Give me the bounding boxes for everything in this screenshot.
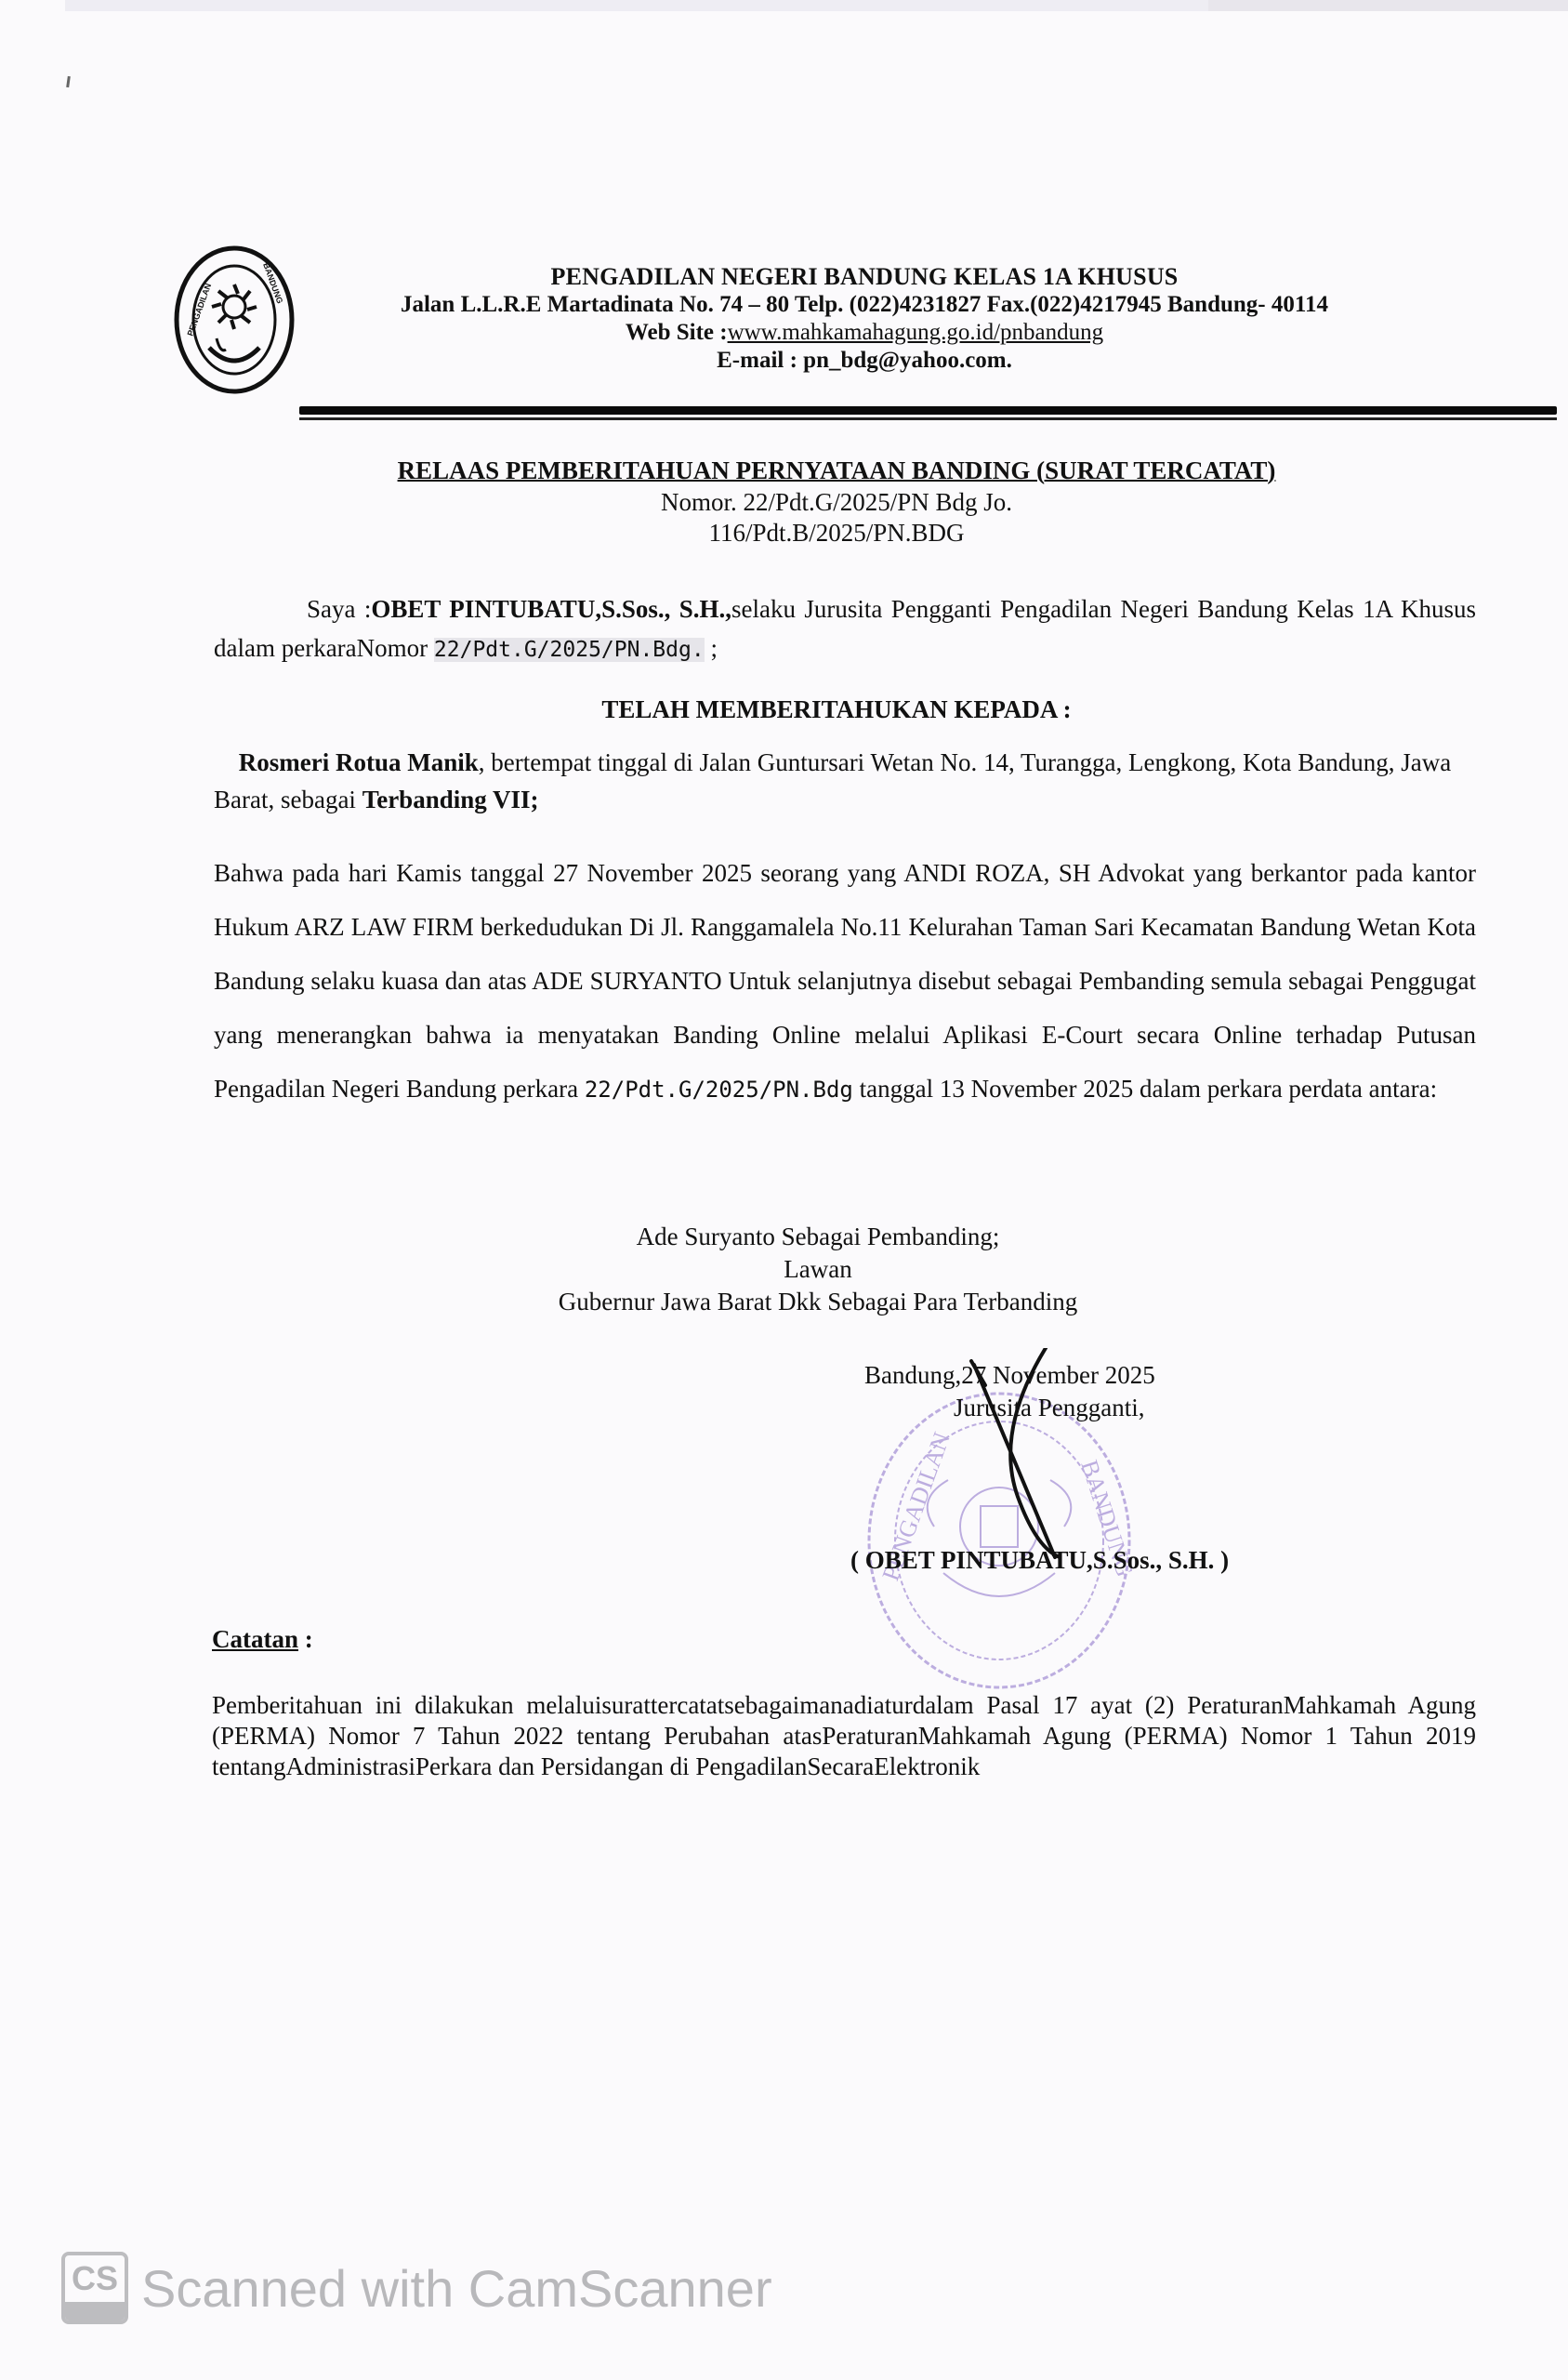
- parties-block: [558, 1221, 1078, 1318]
- note-text: Pemberitahuan ini dilakukan melaluisurattercatatsebagaimanadiaturdalam Pasal 17 ayat (2) PeraturanMahkamah Agung (PERMA) Nomor 7 Tahun 2022 tentang Perubahan atasPeraturanMahkamah Agung (PERMA) Nomor 1 Tahun 2019 tentangAdministrasiPerkara dan Persidangan di PengadilanSecaraElektronik: [212, 1691, 1476, 1780]
- note-label: Catatan :: [212, 1625, 313, 1653]
- scan-edge-strip-right: [1208, 0, 1568, 11]
- court-email: E-mail : pn_bdg@yahoo.com.: [717, 348, 1012, 373]
- letterhead: [335, 263, 1394, 375]
- bailiff-name: OBET PINTUBATU,S.Sos., S.H.,: [371, 595, 732, 623]
- website-link[interactable]: www.mahkamahagung.go.id/pnbandung: [727, 320, 1104, 345]
- letterhead-rule-thick: [299, 406, 1557, 415]
- versus: Lawan: [784, 1255, 852, 1283]
- opening-paragraph: Saya :OBET PINTUBATU,S.Sos., S.H.,selaku Jurusita Pengganti Pengadilan Negeri Bandung Kelas 1A Khusus dalam perkaraNomor 22/Pdt.G/2025/PN.Bdg. ;: [214, 595, 1476, 662]
- document-number-line1: Nomor. 22/Pdt.G/2025/PN Bdg Jo.: [660, 488, 1013, 516]
- appellant: Ade Suryanto Sebagai Pembanding;: [636, 1223, 1000, 1250]
- body-case-number: 22/Pdt.G/2025/PN.Bdg: [584, 1077, 853, 1103]
- signature-role: Jurusita Pengganti,: [954, 1394, 1145, 1421]
- svg-text:PENGADILAN: PENGADILAN: [185, 282, 214, 337]
- recipient-paragraph: Rosmeri Rotua Manik, bertempat tinggal di Jalan Guntursari Wetan No. 14, Turangga, Lengkong, Kota Bandung, Jawa Barat, sebagai Terbanding VII;: [214, 748, 1452, 813]
- signature-place-date: Bandung,27 November 2025: [864, 1361, 1155, 1389]
- recipient-role: Terbanding VII;: [362, 786, 539, 813]
- svg-text:BANDUNG: BANDUNG: [1075, 1456, 1139, 1580]
- recipient-name: Rosmeri Rotua Manik: [238, 748, 479, 776]
- document-number: [279, 487, 1394, 549]
- case-number: 22/Pdt.G/2025/PN.Bdg.: [433, 638, 705, 662]
- document-number-line2: 116/Pdt.B/2025/PN.BDG: [708, 519, 965, 547]
- scan-speck: [66, 76, 71, 87]
- signer-name: ( OBET PINTUBATU,S.Sos., S.H. ): [850, 1546, 1230, 1574]
- document-title: RELAAS PEMBERITAHUAN PERNYATAAN BANDING (SURAT TERCATAT): [397, 456, 1276, 484]
- court-emblem-icon: [172, 244, 297, 397]
- camscanner-text: Scanned with CamScanner: [141, 2258, 772, 2318]
- camscanner-logo-icon: CS: [61, 2252, 128, 2324]
- body-paragraph: Bahwa pada hari Kamis tanggal 27 November 2025 seorang yang ANDI ROZA, SH Advokat yang berkantor pada kantor Hukum ARZ LAW FIRM berkedudukan Di Jl. Ranggamalela No.11 Kelurahan Taman Sari Kecamatan Bandung Wetan Kota Bandung selaku kuasa dan atas ADE SURYANTO Untuk selanjutnya disebut sebagai Pembanding semula sebagai Penggugat yang menerangkan bahwa ia menyatakan Banding Online melalui Aplikasi E-Court secara Online terhadap Putusan Pengadilan Negeri Bandung perkara 22/Pdt.G/2025/PN.Bdg tanggal 13 November 2025 dalam perkara perdata antara:: [214, 859, 1476, 1103]
- scan-edge-strip: [65, 0, 1208, 11]
- respondents: Gubernur Jawa Barat Dkk Sebagai Para Terbanding: [558, 1288, 1078, 1316]
- camscanner-watermark: [61, 2252, 772, 2324]
- notice-heading: TELAH MEMBERITAHUKAN KEPADA :: [601, 695, 1072, 723]
- svg-text:PENGADILAN: PENGADILAN: [876, 1428, 955, 1585]
- handwritten-signature-icon: [967, 1348, 1069, 1562]
- court-address: Jalan L.L.R.E Martadinata No. 74 – 80 Telp. (022)4231827 Fax.(022)4217945 Bandung- 40114: [400, 292, 1328, 317]
- letterhead-rule-thin: [299, 417, 1557, 420]
- svg-text:BANDUNG: BANDUNG: [261, 261, 285, 305]
- court-name: PENGADILAN NEGERI BANDUNG KELAS 1A KHUSUS: [550, 263, 1179, 290]
- court-website: [335, 319, 1394, 347]
- website-label: Web Site :: [625, 320, 728, 345]
